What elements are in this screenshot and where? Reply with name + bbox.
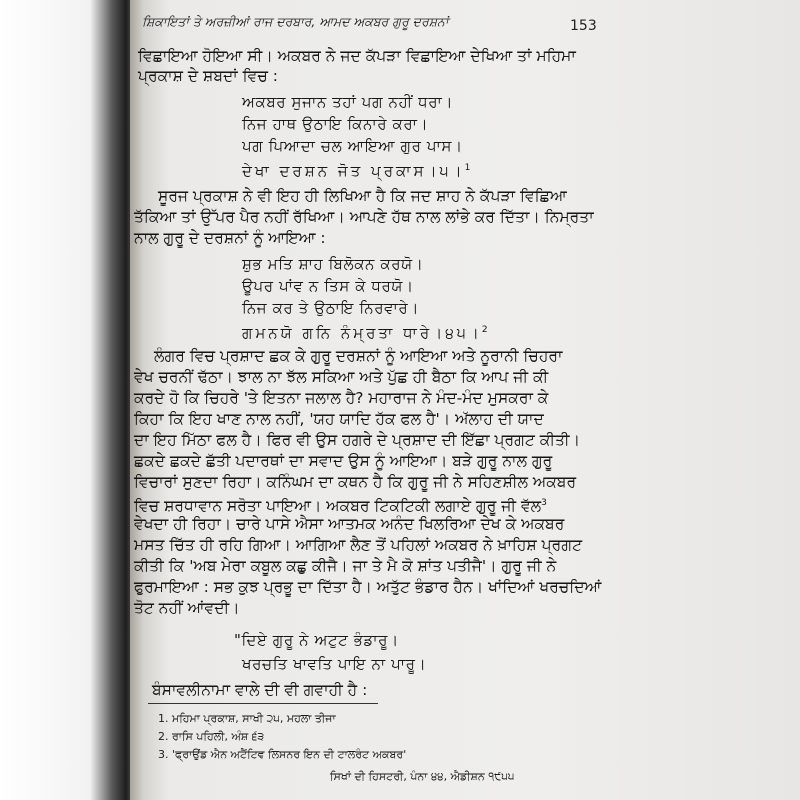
footnote: 1. ਮਹਿਮਾ ਪ੍ਰਕਾਸ਼, ਸਾਖੀ ੨੫, ਮਹਲਾ ਤੀਜਾ: [158, 712, 336, 725]
book-gutter: [0, 0, 130, 800]
text-line: ਦਾ ਇਹ ਮਿੱਠਾ ਫਲ ਹੈ। ਫਿਰ ਵੀ ਉਸ ਹਗਰੇ ਦੇ ਪ੍ਰਸ਼ਾਦ ਦੀ ਇੱਛਾ ਪ੍ਰਗਟ ਕੀਤੀ।: [134, 431, 581, 449]
verse-line: ਸ਼ੁਭ ਮਤਿ ਸ਼ਾਹ ਬਿਲੋਕਨ ਕਰਯੋ।: [242, 255, 424, 273]
verse-line: ਖਰਚਤਿ ਖਾਵਤਿ ਪਾਇ ਨਾ ਪਾਰੂ।: [242, 655, 427, 673]
book-page: [130, 0, 800, 800]
text-line: ਛਕਦੇ ਛਕਦੇ ਛੱਤੀ ਪਦਾਰਥਾਂ ਦਾ ਸਵਾਦ ਉਸ ਨੂੰ ਆਇਆ। ਬੜੇ ਗੁਰੂ ਨਾਲ ਗੁਰੂ: [134, 452, 553, 470]
footnote: ਸਿਖਾਂ ਦੀ ਹਿਸਟਰੀ, ਪੰਨਾ ੪੪, ਐਡੀਸ਼ਨ ੧੯੫੫: [330, 770, 515, 783]
text-line: ਕੀਤੀ ਕਿ 'ਅਬ ਮੇਰਾ ਕਬੂਲ ਕਛੁ ਕੀਜੈ। ਜਾ ਤੇ ਮੈ ਕੋ ਸ਼ਾਂਤ ਪਤੀਜੈ'। ਗੁਰੂ ਜੀ ਨੇ: [134, 557, 557, 575]
text-line: ਕਿਹਾ ਕਿ ਇਹ ਖਾਣ ਨਾਲ ਨਹੀਂ, 'ਯਹ ਯਾਦਿ ਹੱਕ ਫਲ ਹੈ'। ਅੱਲਾਹ ਦੀ ਯਾਦ: [134, 410, 544, 428]
footnote: 3. 'ਫ੍ਰਾਉਂਡ ਐਨ ਅਟੈਂਟਿਵ ਲਿਸਨਰ ਇਨ ਦੀ ਟਾਲਰੰਟ ਅਕਬਰ': [158, 748, 407, 761]
verse-text: ਗਮਨਯੋ ਗਨਿ ਨੰਮ੍ਰਤਾ ਧਾਰੇ।੪੫।: [242, 324, 482, 342]
text-line: ਵੇਖ ਚਰਨੀਂ ਢੱਠਾ। ਝਾਲ ਨਾ ਝੱਲ ਸਕਿਆ ਅਤੇ ਪੁੱਛ ਹੀ ਬੈਠਾ ਕਿ ਆਪ ਜੀ ਕੀ: [134, 368, 549, 386]
text-line: ਪ੍ਰਕਾਸ਼ ਦੇ ਸ਼ਬਦਾਂ ਵਿਚ :: [138, 67, 278, 85]
verse-text: ਦੇਖਾ ਦਰਸ਼ਨ ਜੋਤ ਪ੍ਰਕਾਸ।੫।: [242, 162, 465, 180]
text-line: ਵਿਚਾਰਾਂ ਸੁਣਦਾ ਰਿਹਾ। ਕਨਿੰਘਮ ਦਾ ਕਥਨ ਹੈ ਕਿ ਗੁਰੂ ਜੀ ਨੇ ਸਹਿਣਸ਼ੀਲ ਅਕਬਰ: [134, 473, 577, 491]
verse-line: ਅਕਬਰ ਸੁਜਾਨ ਤਹਾਂ ਪਗ ਨਹੀਂ ਧਰਾ।: [242, 93, 454, 111]
text-line: ਕਰਦੇ ਹੋ ਕਿ ਚਿਹਰੇ 'ਤੇ ਇਤਨਾ ਜਲਾਲ ਹੈ? ਮਹਾਰਾਜ ਨੇ ਮੰਦ-ਮੰਦ ਮੁਸਕਰਾ ਕੇ: [134, 389, 549, 407]
text-line: ਤੱਕਿਆ ਤਾਂ ਉੱਪਰ ਪੈਰ ਨਹੀਂ ਰੱਖਿਆ। ਆਪਣੇ ਹੱਥ ਨਾਲ ਲਾਂਭੇ ਕਰ ਦਿੱਤਾ। ਨਿਮ੍ਰਤਾ: [134, 208, 594, 226]
text-line: ਲੰਗਰ ਵਿਚ ਪ੍ਰਸ਼ਾਦ ਛਕ ਕੇ ਗੁਰੂ ਦਰਸ਼ਨਾਂ ਨੂੰ ਆਇਆ ਅਤੇ ਨੂਰਾਨੀ ਚਿਹਰਾ: [154, 347, 563, 365]
text-line: ਮਸਤ ਚਿੱਤ ਹੀ ਰਹਿ ਗਿਆ। ਆਗਿਆ ਲੈਣ ਤੋਂ ਪਹਿਲਾਂ ਅਕਬਰ ਨੇ ਖ਼ਾਹਿਸ਼ ਪ੍ਰਗਟ: [134, 536, 583, 554]
verse-line: [242, 158, 473, 181]
footnote-ref: 1: [464, 163, 474, 173]
page-number: 153: [570, 18, 597, 34]
text-line: ਬੰਸਾਵਲੀਨਾਮਾ ਵਾਲੇ ਦੀ ਵੀ ਗਵਾਹੀ ਹੈ :: [152, 681, 368, 699]
text-line: ਨਾਲ ਗੁਰੂ ਦੇ ਦਰਸ਼ਨਾਂ ਨੂੰ ਆਇਆ :: [134, 229, 326, 247]
text-line: ਵੇਖਦਾ ਹੀ ਰਿਹਾ। ਚਾਰੇ ਪਾਸੇ ਐਸਾ ਆਤਮਕ ਅਨੰਦ ਖਿਲਰਿਆ ਦੇਖ ਕੇ ਅਕਬਰ: [134, 515, 565, 533]
text-line: ਵਿਛਾਇਆ ਹੋਇਆ ਸੀ। ਅਕਬਰ ਨੇ ਜਦ ਕੱਪੜਾ ਵਿਛਾਇਆ ਦੇਖਿਆ ਤਾਂ ਮਹਿਮਾ: [138, 47, 576, 65]
text-line: [134, 493, 547, 516]
text-segment: ਵਿਚ ਸ਼ਰਧਾਵਾਨ ਸਰੋਤਾ ਪਾਇਆ। ਅਕਬਰ ਟਿਕਟਿਕੀ ਲਗਾਏ ਗੁਰੂ ਜੀ ਵੱਲ: [134, 497, 542, 516]
footnote-ref: 3: [541, 498, 547, 508]
text-line: ਫੁਰਮਾਇਆ : ਸਭ ਕੁਝ ਪ੍ਰਭੂ ਦਾ ਦਿੱਤਾ ਹੈ। ਅਤੁੱਟ ਭੰਡਾਰ ਹੈਨ। ਖਾਂਦਿਆਂ ਖਰਚਦਿਆਂ: [134, 578, 602, 596]
footnote-ref: 2: [481, 325, 491, 335]
text-line: ਤੋਟ ਨਹੀਂ ਆਂਵਦੀ।: [134, 599, 240, 617]
running-head: ਸ਼ਿਕਾਇਤਾਂ ਤੇ ਅਰਜ਼ੀਆਂ ਰਾਜ ਦਰਬਾਰ, ਆਮਦ ਅਕਬਰ ਗੁਰੂ ਦਰਸ਼ਨਾਂ: [142, 14, 449, 29]
verse-line: ਊਪਰ ਪਾਂਵ ਨ ਤਿਸ ਕੇ ਧਰਯੋ।: [242, 277, 414, 295]
verse-line: "ਦਿਏ ਗੁਰੂ ਨੇ ਅਟੁਟ ਭੰਡਾਰੂ।: [234, 631, 399, 649]
footnote: 2. ਰਾਸਿ ਪਹਿਲੀ, ਅੰਸ਼ ੬੩: [158, 730, 265, 743]
verse-line: ਨਿਜ ਕਰ ਤੇ ਉਠਾਇ ਨਿਰਵਾਰੇ।: [242, 299, 420, 317]
verse-line: ਨਿਜ ਹਾਥ ਉਠਾਇ ਕਿਨਾਰੇ ਕਰਾ।: [242, 115, 429, 133]
verse-line: ਪਗ ਪਿਆਦਾ ਚਲ ਆਇਆ ਗੁਰ ਪਾਸ।: [242, 137, 463, 155]
footnote-divider: [148, 703, 378, 704]
text-line: ਸੂਰਜ ਪ੍ਰਕਾਸ਼ ਨੇ ਵੀ ਇਹ ਹੀ ਲਿਖਿਆ ਹੈ ਕਿ ਜਦ ਸ਼ਾਹ ਨੇ ਕੱਪੜਾ ਵਿਛਿਆ: [158, 187, 567, 205]
verse-line: [242, 320, 491, 343]
